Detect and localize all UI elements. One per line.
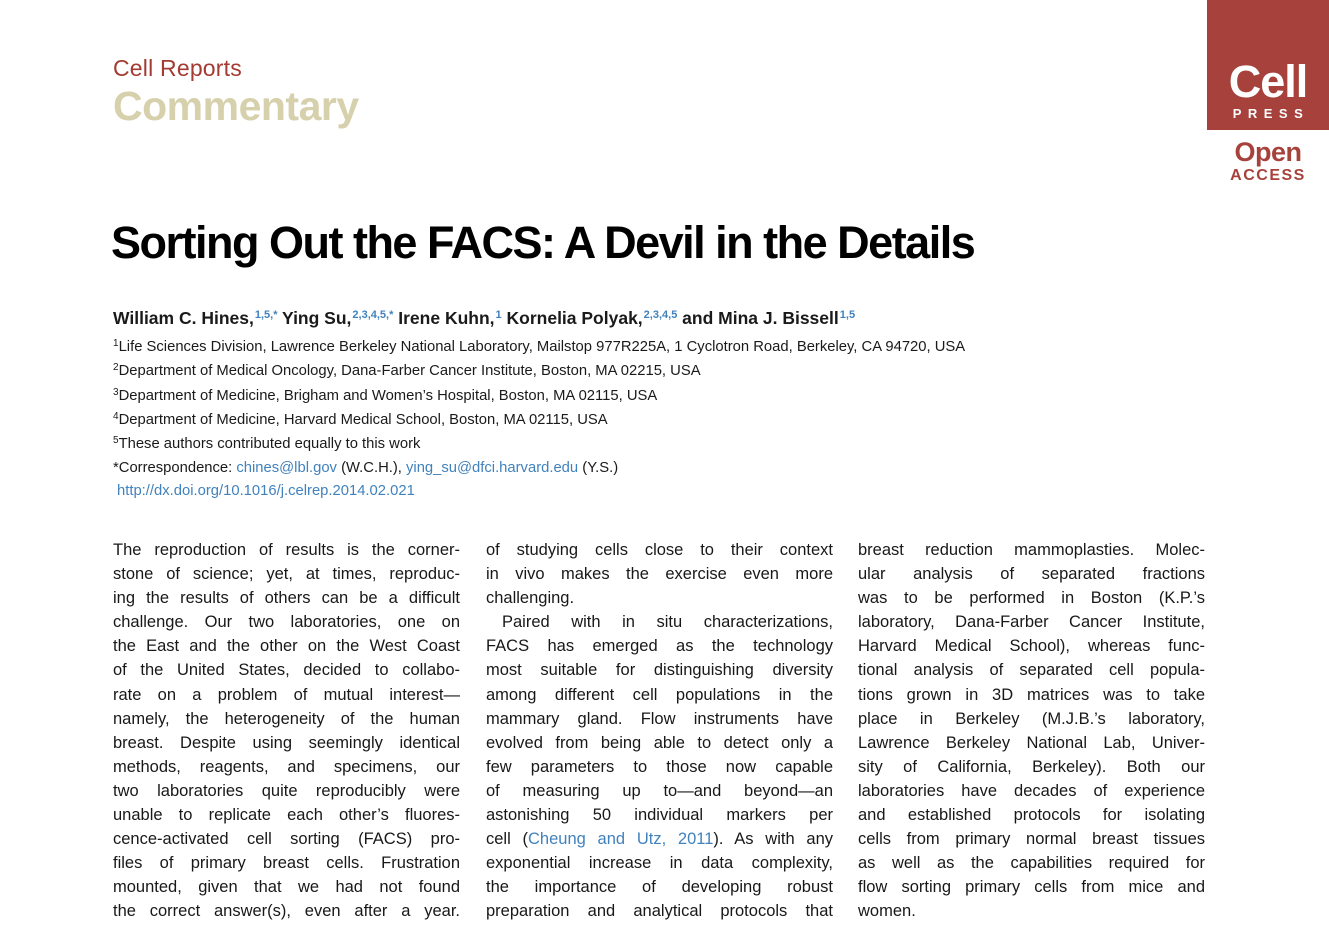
body-text-line [113,827,460,851]
body-text-line [858,610,1205,634]
text-segment: unable to replicate each other’s fluores- [113,806,460,825]
body-text-line [486,827,833,851]
body-text-line [858,731,1205,755]
body-text-line [113,610,460,634]
text-segment: ). As with any [713,830,833,849]
masthead [113,55,359,130]
text-segment: cells from primary normal breast tissues [858,830,1205,849]
body-text-line [486,538,833,562]
body-text-line [486,851,833,875]
body-text-line [113,538,460,562]
text-segment: FACS has emerged as the technology [486,637,833,656]
text-segment: and established protocols for isolating [858,806,1205,825]
body-text-line [486,658,833,682]
body-text-line [858,658,1205,682]
body-text-line [486,875,833,899]
text-segment: two laboratories quite reproducibly were [113,781,460,800]
text-segment: methods, reagents, and specimens, our [113,757,460,776]
text-segment: few parameters to those now capable [486,757,833,776]
body-text-line [858,851,1205,875]
text-segment: challenging. [486,589,575,608]
text-segment: laboratory, Dana-Farber Cancer Institute, [858,613,1205,632]
doi-line [113,480,1223,502]
open-access-badge [1207,138,1329,186]
text-segment: breast reduction mammoplasties. Molec- [858,541,1205,559]
affiliations-block [113,336,1223,502]
text-segment: rate on a problem of mutual interest— [113,685,460,704]
text-segment: mammary gland. Flow instruments have [486,709,833,728]
body-text-line [113,634,460,658]
body-text-line [486,634,833,658]
body-text-line [113,707,460,731]
text-segment: (W.C.H.), [336,460,407,477]
text-segment: Harvard Medical School), whereas func- [858,637,1205,656]
text-segment: (Y.S.) [578,460,619,477]
body-text-line [486,683,833,707]
body-text-line [858,634,1205,658]
affiliation-line [113,409,1223,433]
affiliation-number: 3 [113,386,119,398]
affiliation-text: Department of Medical Oncology, Dana-Farber Cancer Institute, Boston, MA 02215, USA [118,363,701,380]
text-segment: of the United States, decided to collabo- [113,661,460,680]
article-title: Sorting Out the FACS: A Devil in the Details [111,217,975,268]
text-segment: evolved from being able to detect only a [486,733,833,752]
body-text-line [858,586,1205,610]
body-text-line [486,779,833,803]
text-segment: place in Berkeley (M.J.B.’s laboratory, [858,709,1205,728]
article-type-label: Commentary [113,83,359,129]
text-segment: tional analysis of separated cell popula- [858,661,1205,680]
affiliation-text: These authors contributed equally to this work [118,436,421,453]
text-segment: *Correspondence: [113,460,237,477]
author-affiliation-superscript-link[interactable]: 1 [495,309,502,321]
text-segment: breast. Despite using seemingly identical [113,733,460,752]
body-column-3 [858,538,1205,924]
body-text-line [486,562,833,586]
text-segment: flow sorting primary cells from mice and [858,878,1205,897]
text-segment: exponential increase in data complexity, [486,854,833,873]
text-segment: The reproduction of results is the corner- [113,541,460,559]
body-text-line [486,899,833,923]
text-segment: cence-activated cell sorting (FACS) pro- [113,830,460,849]
body-text-line [486,731,833,755]
body-text-line [113,683,460,707]
citation-link[interactable]: Cheung and Utz, 2011 [528,830,714,849]
body-column-2 [486,538,833,924]
text-segment: astonishing 50 individual markers per [486,806,833,825]
body-text-line [486,610,833,634]
text-segment: among different cell populations in the [486,685,833,704]
author-name: Irene Kuhn, [393,308,495,328]
author-name: Ying Su, [277,308,352,328]
body-text-line [113,779,460,803]
body-text-line [858,707,1205,731]
body-text-line [113,755,460,779]
text-segment: tions grown in 3D matrices was to take [858,685,1205,704]
affiliation-line [113,336,1223,360]
text-segment: preparation and analytical protocols that [486,902,833,921]
affiliation-text: Department of Medicine, Harvard Medical School, Boston, MA 02115, USA [118,411,608,428]
correspondence-email-link[interactable]: chines@lbl.gov [236,460,337,477]
correspondence-email-link[interactable]: ying_su@dfci.harvard.edu [406,460,579,477]
body-text-line [858,875,1205,899]
text-segment: as well as the capabilities required for [858,854,1205,873]
text-segment: most suitable for distinguishing diversity [486,661,833,680]
author-affiliation-superscript-link[interactable]: 2,3,4,5,* [352,309,394,321]
doi-link[interactable]: http://dx.doi.org/10.1016/j.celrep.2014.02.021 [117,482,415,499]
text-segment: of measuring up to—and beyond—an [486,781,833,800]
body-text-line [486,755,833,779]
body-column-1 [113,538,460,924]
author-name: William C. Hines, [113,308,254,328]
text-segment: the importance of developing robust [486,878,833,897]
text-segment: files of primary breast cells. Frustration [113,854,460,873]
body-text-line [113,851,460,875]
body-text-line [113,586,460,610]
affiliation-number: 1 [113,338,119,349]
body-text-line [113,875,460,899]
affiliation-line [113,360,1223,384]
body-text-line [113,658,460,682]
author-list [113,308,1213,329]
body-text-line [113,562,460,586]
author-affiliation-superscript-link[interactable]: 1,5 [839,309,856,321]
body-text-line [858,779,1205,803]
affiliation-number: 5 [113,435,119,447]
author-affiliation-superscript-link[interactable]: 1,5,* [254,309,278,321]
affiliation-line [113,385,1223,409]
open-access-open-text: Open [1234,137,1302,167]
cell-press-logo-text: Cell [1228,56,1308,107]
affiliation-number: 4 [113,410,119,422]
affiliation-text: Department of Medicine, Brigham and Women’s Hospital, Boston, MA 02115, USA [118,387,658,404]
text-segment: ular analysis of separated fractions [858,565,1205,584]
correspondence-line [113,457,1223,479]
text-segment: of studying cells close to their context [486,541,833,559]
body-text-line [858,538,1205,562]
text-segment: Lawrence Berkeley National Lab, Univer- [858,733,1205,752]
body-text-line [486,586,833,610]
body-text-line [113,899,460,923]
text-segment: sity of California, Berkeley). Both our [858,757,1205,776]
text-segment: Paired with in situ characterizations, [502,613,833,632]
text-segment: the correct answer(s), even after a year. [113,902,460,921]
body-text-line [858,683,1205,707]
text-segment: namely, the heterogeneity of the human [113,709,460,728]
text-segment: stone of science; yet, at times, reproduc- [113,565,460,584]
body-text-line [858,803,1205,827]
affiliation-text: Life Sciences Division, Lawrence Berkeley National Laboratory, Mailstop 977R225A, 1 Cyclotron Road, Berkeley, CA 94720, USA [118,339,966,355]
text-segment: cell ( [486,830,528,849]
body-text-line [858,827,1205,851]
author-name: Kornelia Polyak, [501,308,643,328]
body-text-line [113,803,460,827]
text-segment: women. [858,902,916,921]
affiliation-number: 2 [113,362,119,374]
author-name: and Mina J. Bissell [677,308,839,328]
body-text-line [858,755,1205,779]
open-access-access-text: ACCESS [1230,167,1306,185]
affiliation-line [113,433,1223,457]
body-text-line [858,899,1205,923]
text-segment: in vivo makes the exercise even more [486,565,833,584]
text-segment: laboratories have decades of experience [858,781,1205,800]
body-text-line [486,803,833,827]
cell-press-logo [1207,0,1329,130]
body-text-line [486,707,833,731]
journal-name: Cell Reports [113,55,242,81]
cell-press-logo-subtext: PRESS [1232,106,1310,121]
text-segment: was to be performed in Boston (K.P.’s [858,589,1205,608]
text-segment: mounted, given that we had not found [113,878,460,897]
text-segment: the East and the other on the West Coast [113,637,460,656]
text-segment: challenge. Our two laboratories, one on [113,613,460,632]
body-text-line [858,562,1205,586]
body-text-line [113,731,460,755]
author-affiliation-superscript-link[interactable]: 2,3,4,5 [643,309,678,321]
text-segment: ing the results of others can be a difficult [113,589,460,608]
